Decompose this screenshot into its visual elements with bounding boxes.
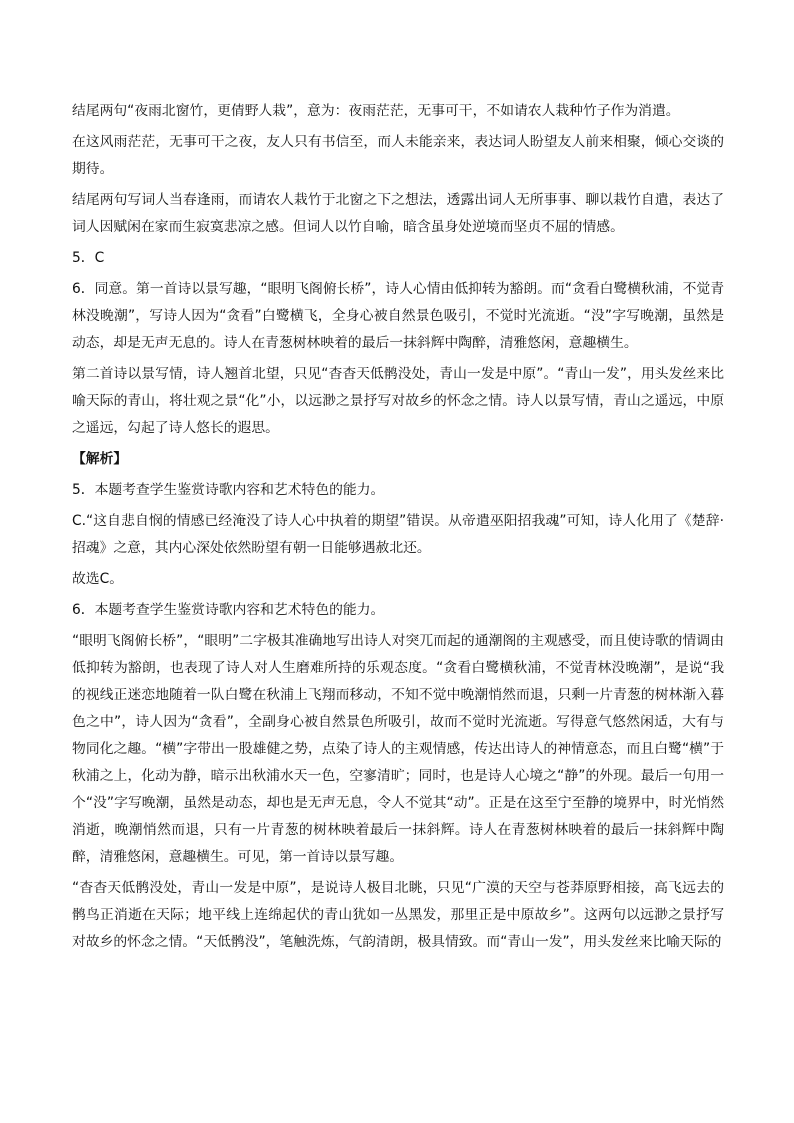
analysis-5-option-c: C.“这自悲自悯的情感已经淹没了诗人心中执着的期望”错误。从帝遣巫阳招我魂”可知，诗人化用了《楚辞·招魂》之意，其内心深处依然盼望有朝一日能够遇赦北还。 bbox=[72, 513, 724, 556]
analysis-5-conclusion: 故选C。 bbox=[72, 571, 124, 587]
analysis-5-intro: 5．本题考查学生鉴赏诗歌内容和艺术特色的能力。 bbox=[72, 482, 385, 498]
analysis-6-first-poem: “眼明飞阁俯长桥”，“眼明”二字极其准确地写出诗人对突兀而起的通潮阁的主观感受，而且使诗歌的情调由低抑转为豁朗，也表现了诗人对人生磨难所持的乐观态度。“贪看白鹭横秋浦，不觉青林没晚潮”，是说“我的视线正迷恋地随着一队白鹭在秋浦上飞翔而移动，不知不觉中晚潮悄然而退，只剩一片青葱的树林渐入暮色之中”，诗人因为“贪看”，全副身心被自然景色所吸引，故而不觉时光流逝。写得意气悠然闲适，大有与物同化之趣。“横”字带出一股雄健之势，点染了诗人的主观情感，传达出诗人的神情意态，而且白鹭“横”于秋浦之上，化动为静，暗示出秋浦水天一色，空寥清旷；同时，也是诗人心境之“静”的外现。最后一句用一个“没”字写晚潮，虽然是动态，却也是无声无息，令人不觉其“动”。正是在这至宁至静的境界中，时光悄然消逝，晚潮悄然而退，只有一片青葱的树林映着最后一抹斜辉。诗人在青葱树林映着的最后一抹斜辉中陶醉，清雅悠闲，意趣横生。可见，第一首诗以景写趣。 bbox=[72, 633, 724, 865]
analysis-6-second-poem: “杳杳天低鹘没处，青山一发是中原”，是说诗人极目北眺，只见“广漠的天空与苍莽原野相接，高飞远去的鹘鸟正消逝在天际；地平线上连绵起伏的青山犹如一丛黑发，那里正是中原故乡”。这两句以远渺之景抒写对故乡的怀念之情。“天低鹘没”，笔触洗炼，气韵清朗，极具情致。而“青山一发”，用头发丝来比喻天际的 bbox=[72, 880, 724, 950]
analysis-6-intro: 6．本题考查学生鉴赏诗歌内容和艺术特色的能力。 bbox=[72, 602, 385, 618]
answer-5: 5．C bbox=[72, 250, 105, 266]
answer-6-second-poem: 第二首诗以景写情，诗人翘首北望，只见“杳杳天低鹘没处，青山一发是中原”。“青山一发”，用头发丝来比喻天际的青山，将壮观之景“化”小，以远渺之景抒写对故乡的怀念之情。诗人以景写情，青山之遥远，中原之遥远，勾起了诗人悠长的遐思。 bbox=[72, 366, 724, 436]
paragraph-ending-lines-meaning: 结尾两句“夜雨北窗竹，更倩野人栽”，意为：夜雨茫茫，无事可干，不如请农人栽种竹子作为消遣。 bbox=[72, 103, 680, 119]
paragraph-expectation: 在这风雨茫茫，无事可干之夜，友人只有书信至，而人未能亲来，表达词人盼望友人前来相聚，倾心交谈的期待。 bbox=[72, 134, 724, 177]
paragraph-ending-lines-emotion: 结尾两句写词人当春逢雨，而请农人栽竹于北窗之下之想法，透露出词人无所事事、聊以栽竹自遣，表达了词人因赋闲在家而生寂寞悲凉之感。但词人以竹自喻，暗含虽身处逆境而坚贞不屈的情感。 bbox=[72, 192, 724, 235]
analysis-heading: 【解析】 bbox=[72, 451, 128, 467]
document-page bbox=[72, 98, 724, 960]
answer-6: 6．同意。第一首诗以景写趣，“眼明飞阁俯长桥”，诗人心情由低抑转为豁朗。而“贪看白鹭横秋浦，不觉青林没晚潮”，写诗人因为“贪看”白鹭横飞，全身心被自然景色吸引，不觉时光流逝。“没”字写晚潮，虽然是动态，却是无声无息的。诗人在青葱树林映着的最后一抹斜辉中陶醉，清雅悠闲，意趣横生。 bbox=[72, 281, 724, 351]
